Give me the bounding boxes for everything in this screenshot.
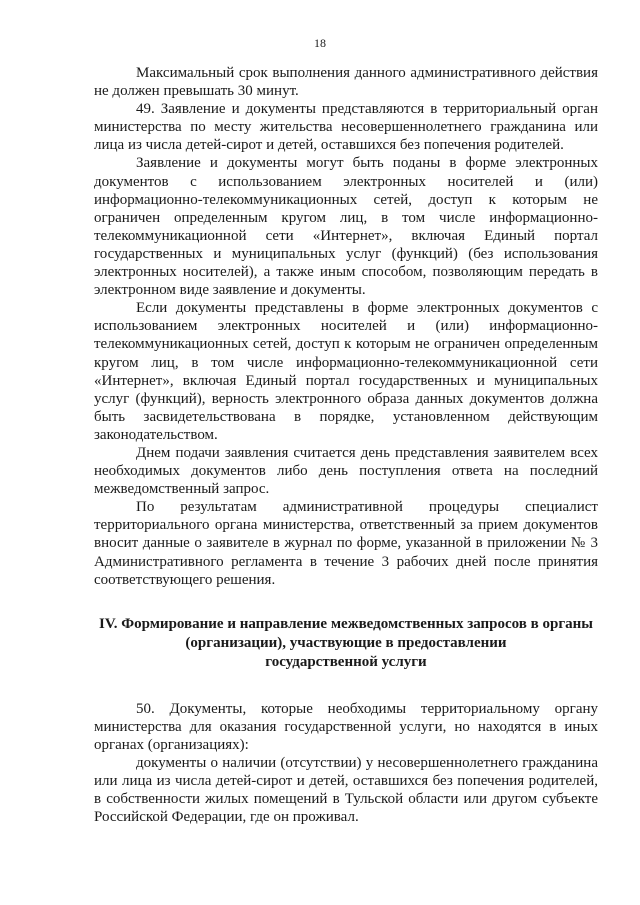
paragraph-housing-documents: документы о наличии (отсутствии) у несовершеннолетнего гражданина или лица из числа детей-сирот и детей, оставшихся без попечения родителей, в собственности жилых помещений в Тульской области или другом субъекте Российской Федерации, где он проживал. [94,755,598,826]
section-heading [94,615,598,672]
paragraph-50: 50. Документы, которые необходимы территориальному органу министерства для оказания государственной услуги, но находятся в иных органах (организациях): [94,700,598,753]
paragraph-max-time: Максимальный срок выполнения данного административного действия не должен превышать 30 минут. [94,65,598,100]
paragraph-electronic-submission: Заявление и документы могут быть поданы в форме электронных документов с использованием электронных носителей и (или) информационно-телекоммуникационных сетей, доступ к которым не ограничен определенным кругом лиц, в том числе информационно-телекоммуникационной сети «Интернет», включая Единый портал государственных и муниципальных услуг (функций) (без использования электронных носителей), а также иным способом, позволяющим передать в электронном виде заявление и документы. [94,155,598,299]
section-heading-line2: (организации), участвующие в предоставлении [185,634,507,651]
paragraph-submission-date: Днем подачи заявления считается день представления заявителем всех необходимых документов либо день поступления ответа на последний межведомственный запрос. [94,444,598,498]
section-heading-line3: государственной услуги [265,653,427,670]
paragraph-electronic-verification: Если документы представлены в форме электронных документов с использованием электронных носителей и (или) информационно-телекоммуникационных сетей, доступ к которым не ограничен определенным кругом лиц, в том числе информационно-телекоммуникационной сети «Интернет», включая Единый портал государственных и муниципальных услуг (функций), верность электронного образа данных документов должна быть засвидетельствована в порядке, установленном действующим законодательством. [94,300,598,443]
page-number: 18 [314,36,326,50]
document-body [94,64,598,826]
paragraph-49: 49. Заявление и документы представляются в территориальный орган министерства по месту жительства несовершеннолетнего гражданина или лица из числа детей-сирот и детей, оставшихся без попечения родителей. [94,101,598,154]
section-heading-line1: IV. Формирование и направление межведомственных запросов в органы [98,615,594,632]
paragraph-procedure-result: По результатам административной процедуры специалист территориального органа министерства, ответственный за прием документов вносит данные о заявителе в журнал по форме, указанной в приложении № 3 Административного регламента в течение 3 рабочих дней после принятия соответствующего решения. [94,499,598,588]
